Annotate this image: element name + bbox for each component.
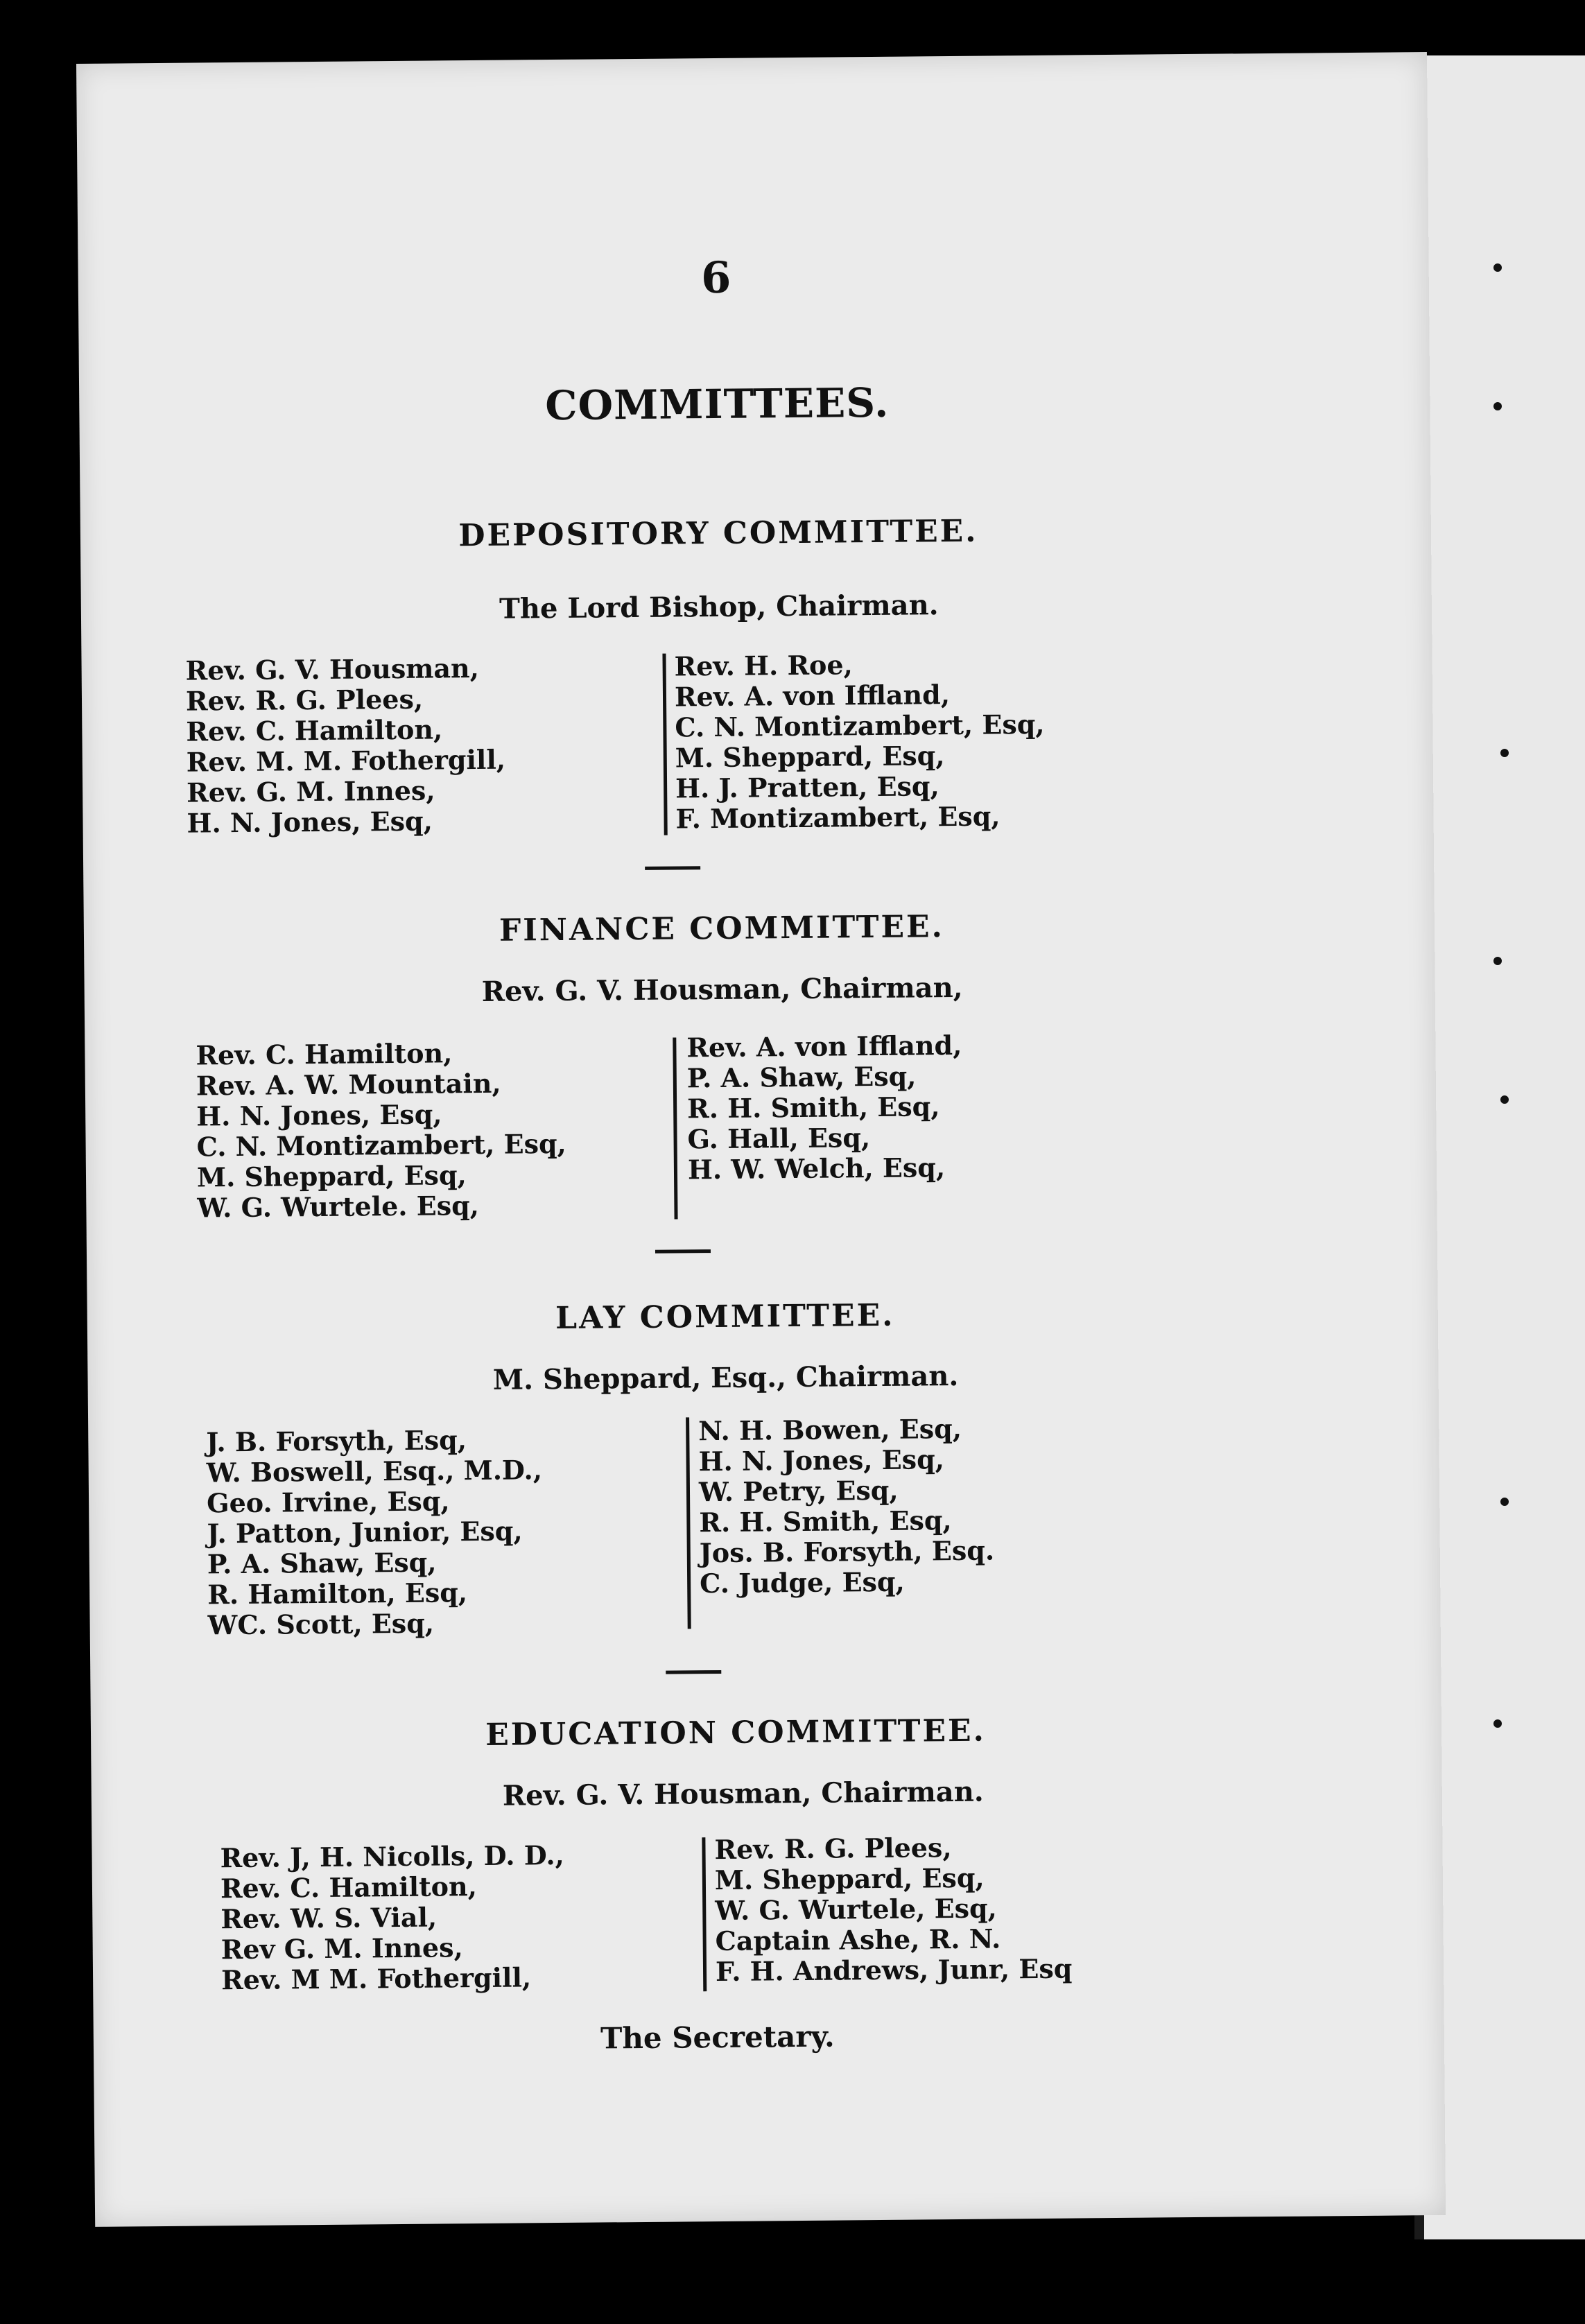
member: M. Sheppard, Esq, — [196, 1159, 467, 1193]
member: F. H. Andrews, Junr, Esq — [715, 1952, 1073, 1988]
page-title: COMMITTEES. — [545, 379, 890, 430]
members-left-finance — [196, 1037, 566, 1224]
member: R. H. Smith, Esq, — [686, 1091, 940, 1125]
section-title-lay: LAY COMMITTEE. — [555, 1297, 895, 1337]
member: R. Hamilton, Esq, — [207, 1577, 468, 1611]
member: H. J. Pratten, Esq, — [675, 770, 939, 804]
member: J. B. Forsyth, Esq, — [206, 1424, 467, 1458]
member: C. Judge, Esq, — [699, 1566, 905, 1599]
member: P. A. Shaw, Esq, — [686, 1060, 917, 1094]
member: C. N. Montizambert, Esq, — [675, 708, 1045, 743]
member: Rev. G. M. Innes, — [186, 774, 435, 808]
brace-line — [702, 1837, 707, 1991]
member: M. Sheppard, Esq, — [675, 740, 945, 774]
member: Rev. J, H. Nicolls, D. D., — [220, 1839, 565, 1874]
member: W. G. Wurtele, Esq, — [715, 1892, 997, 1927]
member: Rev G. M. Innes, — [220, 1932, 463, 1966]
member: G. Hall, Esq, — [687, 1122, 871, 1155]
member: R. H. Smith, Esq, — [699, 1504, 952, 1538]
member: Rev. C. Hamilton, — [220, 1871, 478, 1905]
member: F. Montizambert, Esq, — [675, 800, 1001, 835]
section-divider — [666, 1670, 721, 1674]
members-left-education — [220, 1840, 565, 1995]
member: Rev. H. Roe, — [674, 649, 853, 682]
section-title-finance: FINANCE COMMITTEE. — [499, 909, 945, 948]
member: Rev. C. Hamilton, — [196, 1037, 453, 1071]
chairman-depository: The Lord Bishop, Chairman. — [499, 589, 939, 625]
member: Jos. B. Forsyth, Esq. — [699, 1534, 995, 1569]
member: Rev. C. Hamilton, — [186, 713, 443, 747]
ink-speck — [1493, 1719, 1502, 1728]
member: Geo. Irvine, Esq, — [206, 1485, 450, 1519]
section-divider — [645, 866, 700, 870]
ink-speck — [1500, 1498, 1509, 1506]
chairman-lay: M. Sheppard, Esq., Chairman. — [492, 1359, 959, 1396]
member: Rev. M M. Fothergill, — [220, 1961, 532, 1996]
members-left-depository — [185, 653, 506, 839]
member: W. Petry, Esq, — [698, 1474, 899, 1508]
member: H. N. Jones, Esq, — [698, 1443, 945, 1477]
brace-line — [686, 1417, 691, 1629]
members-left-lay — [206, 1424, 544, 1640]
member: WC. Scott, Esq, — [207, 1607, 435, 1641]
ink-speck — [1500, 1095, 1509, 1104]
member: H. N. Jones, Esq, — [196, 1098, 442, 1132]
chairman-finance: Rev. G. V. Housman, Chairman, — [481, 971, 963, 1008]
chairman-education: Rev. G. V. Housman, Chairman. — [502, 1775, 984, 1812]
page-number: 6 — [700, 252, 731, 304]
members-right-lay — [698, 1414, 995, 1599]
member: W. G. Wurtele. Esq, — [197, 1189, 480, 1224]
member: N. H. Bowen, Esq, — [698, 1412, 962, 1447]
members-right-education — [714, 1832, 1072, 1987]
member: Rev. R. G. Plees, — [714, 1832, 952, 1866]
secretary-line: The Secretary. — [600, 2019, 835, 2056]
member: H. N. Jones, Esq, — [187, 805, 433, 839]
member: Captain Ashe, R. N. — [715, 1923, 1001, 1957]
section-title-depository: DEPOSITORY COMMITTEE. — [458, 513, 978, 554]
section-divider — [655, 1249, 711, 1254]
section-title-education: EDUCATION COMMITTEE. — [485, 1712, 987, 1753]
ink-speck — [1500, 749, 1509, 757]
member: Rev. G. V. Housman, — [185, 652, 480, 686]
member: Rev. M. M. Fothergill, — [186, 743, 506, 778]
ink-speck — [1493, 957, 1502, 965]
member: Rev. A. W. Mountain, — [196, 1067, 501, 1102]
member: C. N. Montizambert, Esq, — [196, 1127, 566, 1163]
document-page — [76, 52, 1446, 2227]
member: H. W. Welch, Esq, — [687, 1152, 946, 1186]
ink-speck — [1493, 263, 1502, 272]
brace-line — [673, 1038, 677, 1220]
member: Rev. W. S. Vial, — [220, 1901, 438, 1935]
member: Rev. A. von Iffland, — [674, 679, 951, 713]
member: P. A. Shaw, Esq, — [207, 1546, 437, 1580]
member: J. Patton, Junior, Esq, — [207, 1515, 523, 1550]
brace-line — [662, 654, 667, 835]
ink-speck — [1493, 402, 1502, 410]
members-right-depository — [674, 648, 1045, 835]
member: Rev. R. G. Plees, — [185, 683, 424, 717]
members-right-finance — [686, 1030, 963, 1185]
member: W. Boswell, Esq., M.D., — [206, 1454, 543, 1489]
member: Rev. A. von Iffland, — [686, 1029, 962, 1064]
member: M. Sheppard, Esq, — [714, 1862, 985, 1896]
